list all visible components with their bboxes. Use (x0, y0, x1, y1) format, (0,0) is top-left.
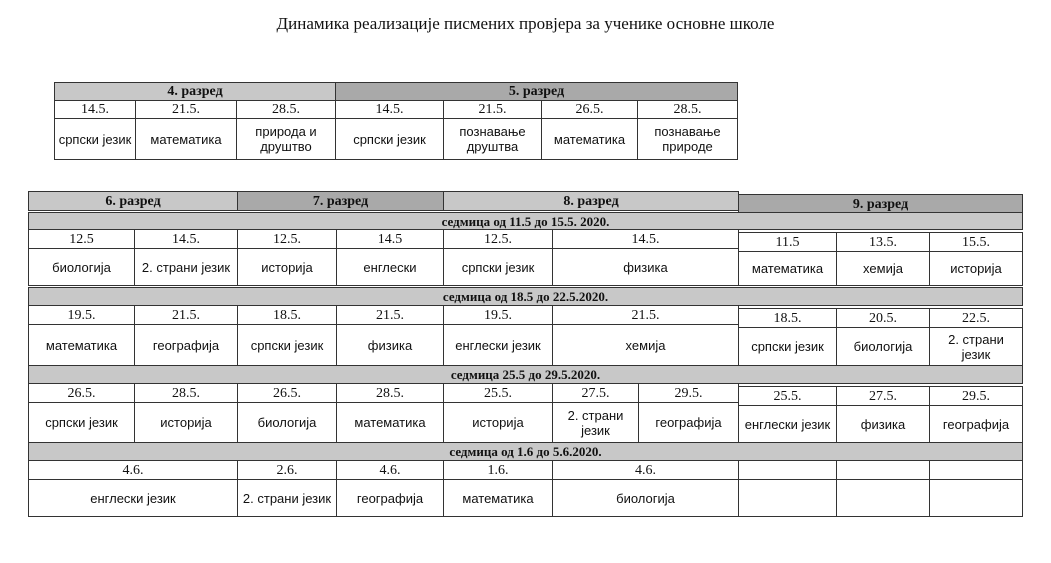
subject-cell: биологија (836, 327, 930, 366)
date-cell: 28.5. (336, 383, 444, 403)
g5-subject: српски језик (335, 118, 444, 160)
date-cell: 4.6. (552, 460, 739, 480)
date-cell: 2.6. (237, 460, 337, 480)
grade6-header: 6. разред (28, 191, 238, 211)
subject-cell: географија (638, 402, 739, 443)
date-cell: 27.5. (836, 386, 930, 406)
date-cell: 21.5. (134, 305, 238, 325)
empty-cell (929, 460, 1023, 480)
g5-subject: познавање друштва (443, 118, 542, 160)
empty-cell (738, 460, 837, 480)
grade7-header: 7. разред (237, 191, 444, 211)
date-cell: 13.5. (836, 232, 930, 252)
date-cell: 21.5. (336, 305, 444, 325)
subject-cell: српски језик (237, 324, 337, 366)
subject-cell: биологија (28, 248, 135, 286)
grade4-header: 4. разред (54, 82, 336, 101)
subject-cell: географија (929, 405, 1023, 443)
g4-date: 14.5. (54, 100, 136, 119)
subject-cell: географија (134, 324, 238, 366)
week-label: седмица од 1.6 до 5.6.2020. (28, 442, 1023, 461)
subject-cell: математика (738, 251, 837, 286)
date-cell: 12.5 (28, 229, 135, 249)
subject-cell: енглески језик (28, 479, 238, 517)
g4-subject: српски језик (54, 118, 136, 160)
g5-date: 28.5. (637, 100, 738, 119)
date-cell: 28.5. (134, 383, 238, 403)
subject-cell: 2. страни језик (134, 248, 238, 286)
subject-cell: 2. страни језик (237, 479, 337, 517)
date-cell: 4.6. (28, 460, 238, 480)
g5-subject: познавање природе (637, 118, 738, 160)
empty-cell (929, 479, 1023, 517)
date-cell: 14.5 (336, 229, 444, 249)
subject-cell: српски језик (738, 327, 837, 366)
date-cell: 25.5. (738, 386, 837, 406)
subject-cell: биологија (552, 479, 739, 517)
empty-cell (738, 479, 837, 517)
date-cell: 18.5. (237, 305, 337, 325)
date-cell: 29.5. (929, 386, 1023, 406)
week-label: седмица 25.5 до 29.5.2020. (28, 365, 1023, 384)
subject-cell: биологија (237, 402, 337, 443)
subject-cell: историја (134, 402, 238, 443)
date-cell: 21.5. (552, 305, 739, 325)
date-cell: 1.6. (443, 460, 553, 480)
subject-cell: физика (552, 248, 739, 286)
subject-cell: српски језик (28, 402, 135, 443)
g4-subject: математика (135, 118, 237, 160)
date-cell: 15.5. (929, 232, 1023, 252)
subject-cell: математика (336, 402, 444, 443)
subject-cell: математика (28, 324, 135, 366)
g5-date: 26.5. (541, 100, 638, 119)
date-cell: 19.5. (28, 305, 135, 325)
subject-cell: географија (336, 479, 444, 517)
date-cell: 14.5. (134, 229, 238, 249)
date-cell: 12.5. (443, 229, 553, 249)
date-cell: 29.5. (638, 383, 739, 403)
g4-date: 28.5. (236, 100, 336, 119)
date-cell: 19.5. (443, 305, 553, 325)
grade5-header: 5. разред (335, 82, 738, 101)
week-label: седмица од 18.5 до 22.5.2020. (28, 287, 1023, 306)
subject-cell: хемија (552, 324, 739, 366)
subject-cell: математика (443, 479, 553, 517)
grade8-header: 8. разред (443, 191, 739, 211)
g4-subject: природа и друштво (236, 118, 336, 160)
date-cell: 22.5. (929, 308, 1023, 328)
subject-cell: српски језик (443, 248, 553, 286)
date-cell: 25.5. (443, 383, 553, 403)
subject-cell: историја (237, 248, 337, 286)
g5-subject: математика (541, 118, 638, 160)
g5-date: 21.5. (443, 100, 542, 119)
date-cell: 11.5 (738, 232, 837, 252)
subject-cell: физика (336, 324, 444, 366)
empty-cell (836, 460, 930, 480)
subject-cell: физика (836, 405, 930, 443)
subject-cell: енглески језик (443, 324, 553, 366)
date-cell: 26.5. (28, 383, 135, 403)
grade9-header: 9. разред (738, 194, 1023, 214)
date-cell: 4.6. (336, 460, 444, 480)
empty-cell (836, 479, 930, 517)
subject-cell: енглески језик (738, 405, 837, 443)
date-cell: 26.5. (237, 383, 337, 403)
date-cell: 20.5. (836, 308, 930, 328)
week-label: седмица од 11.5 до 15.5. 2020. (28, 212, 1023, 230)
subject-cell: 2. страни језик (929, 327, 1023, 366)
subject-cell: историја (443, 402, 553, 443)
subject-cell: историја (929, 251, 1023, 286)
g4-date: 21.5. (135, 100, 237, 119)
subject-cell: хемија (836, 251, 930, 286)
date-cell: 18.5. (738, 308, 837, 328)
subject-cell: енглески (336, 248, 444, 286)
subject-cell: 2. страни језик (552, 402, 639, 443)
date-cell: 14.5. (552, 229, 739, 249)
g5-date: 14.5. (335, 100, 444, 119)
date-cell: 12.5. (237, 229, 337, 249)
date-cell: 27.5. (552, 383, 639, 403)
page-title: Динамика реализације писмених провјера за ученике основне школе (276, 14, 775, 33)
